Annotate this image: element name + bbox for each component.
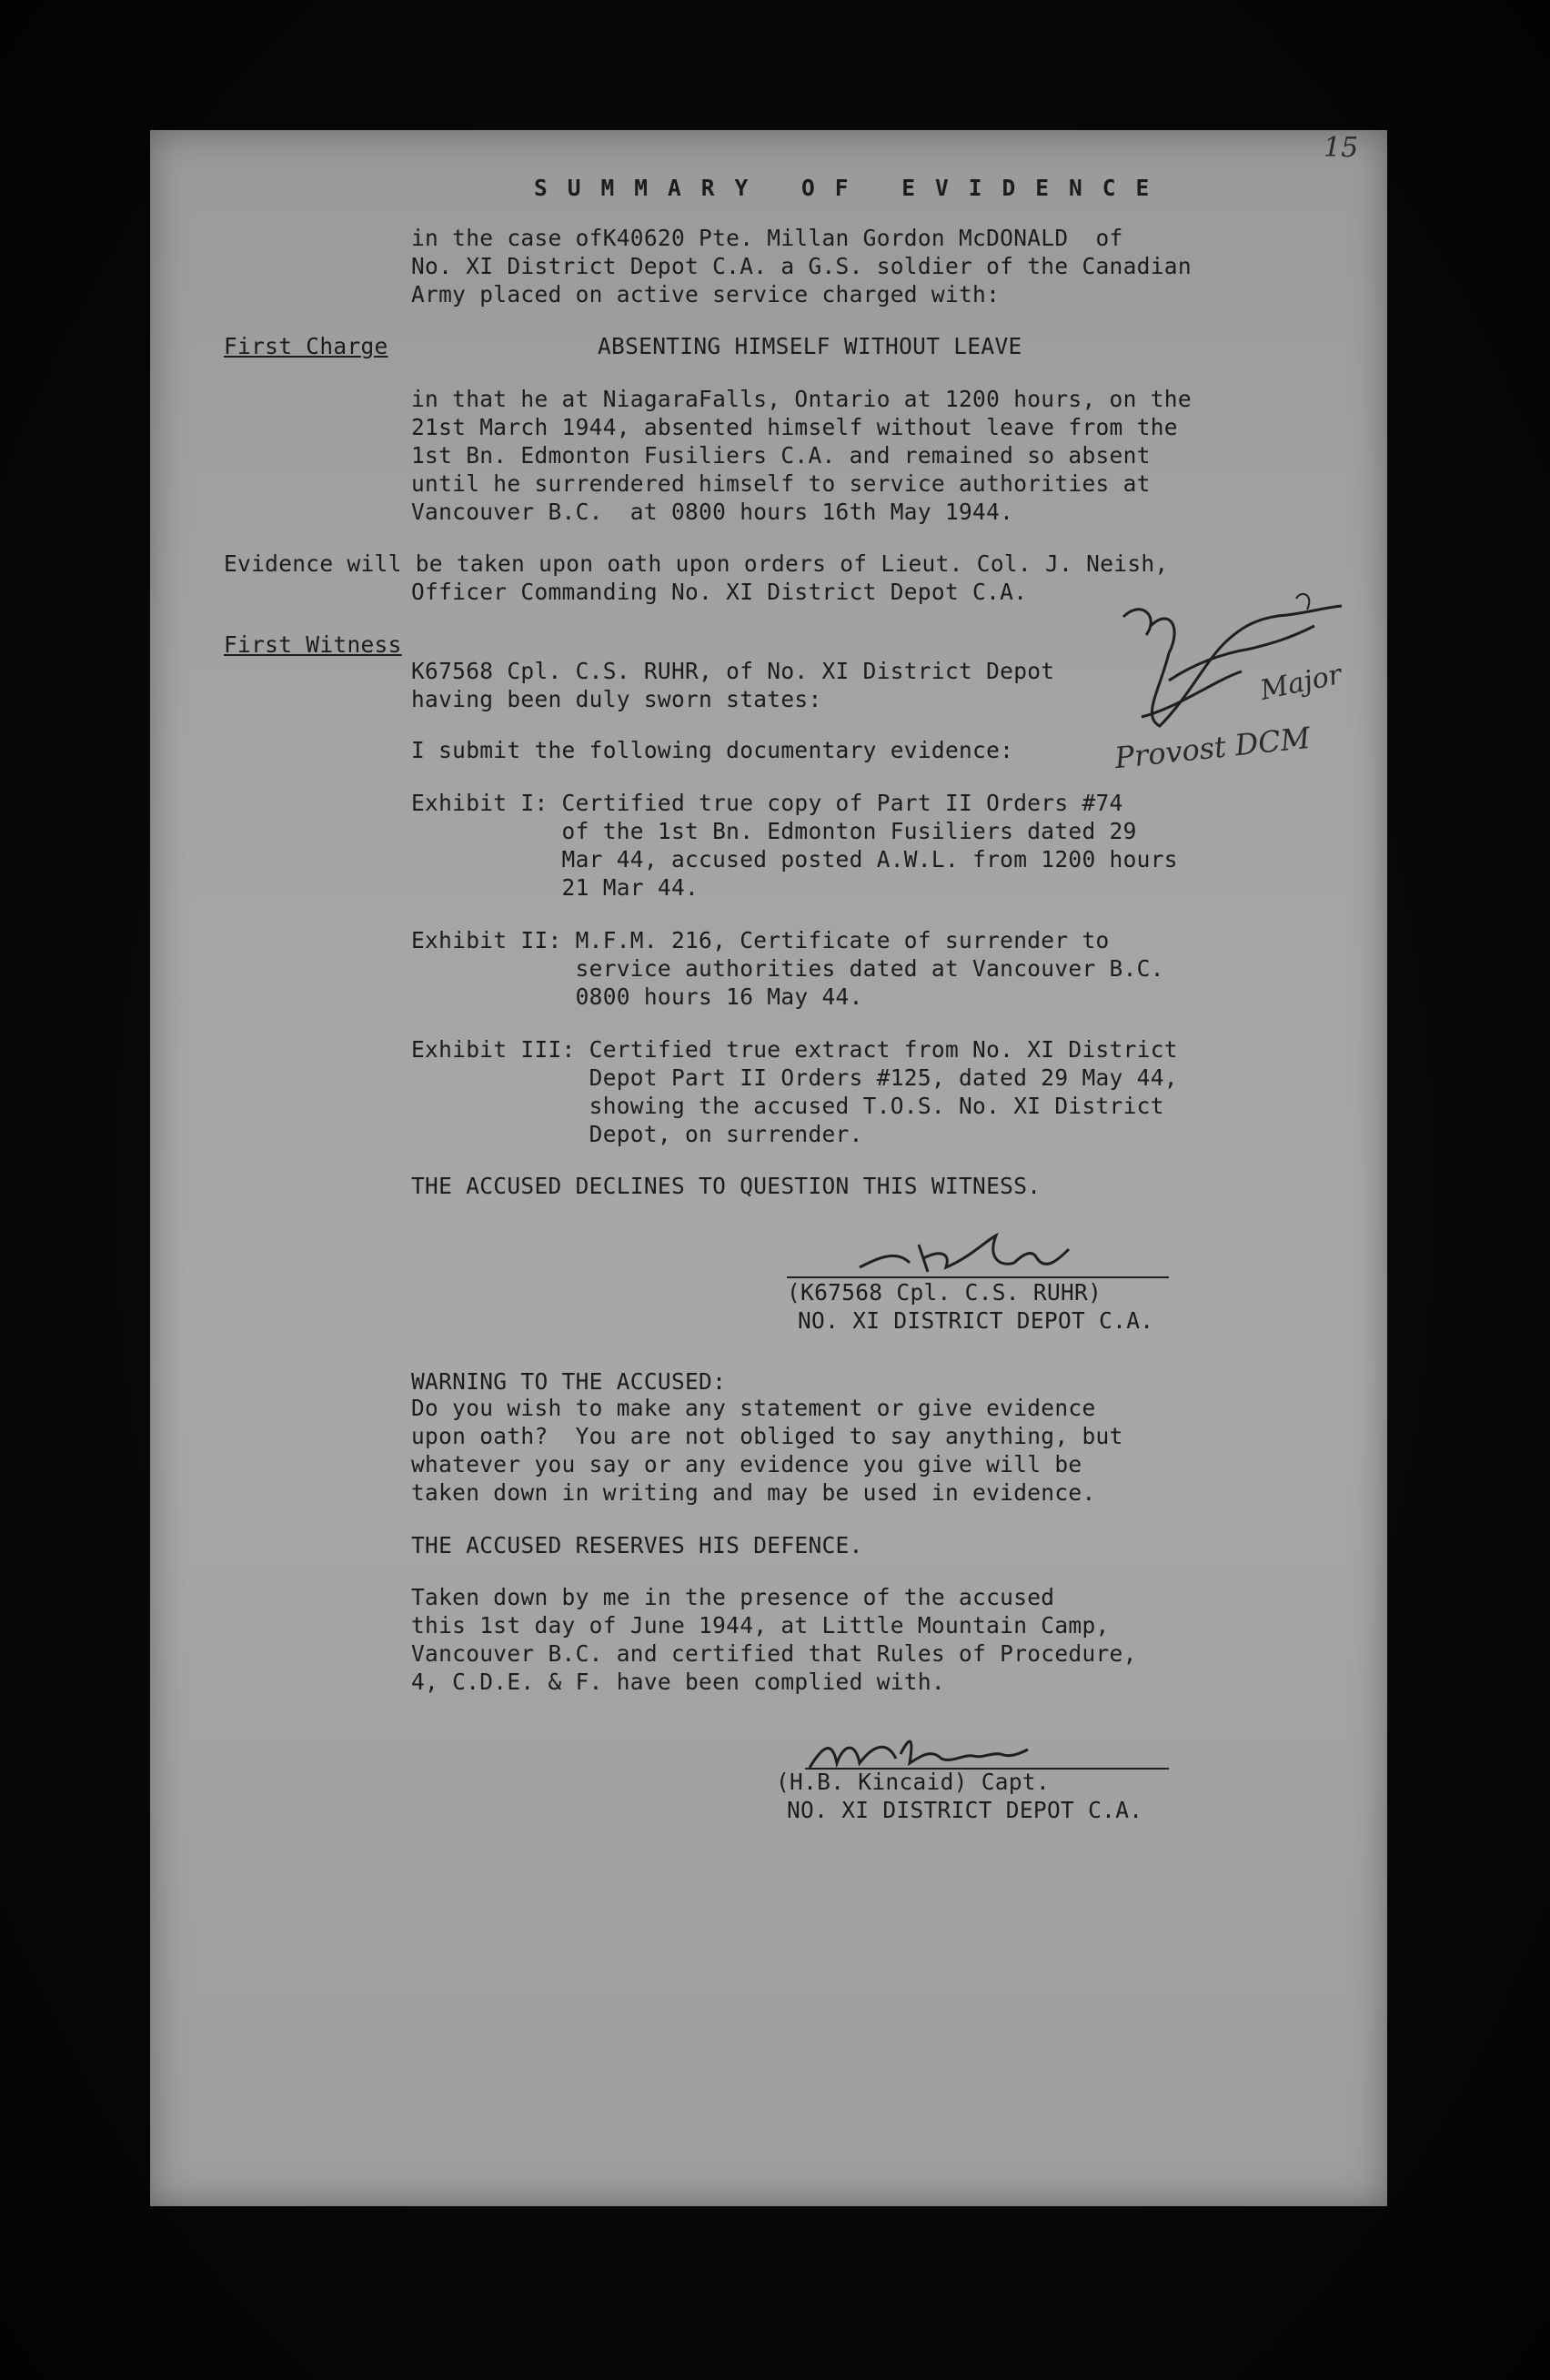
warning-title: WARNING TO THE ACCUSED: — [411, 1368, 727, 1395]
orders-line: Evidence will be taken upon oath upon orders of Lieut. Col. J. Neish, — [224, 550, 1169, 577]
orders-line: Officer Commanding No. XI District Depot C.A. — [411, 579, 1028, 605]
warning-line: Do you wish to make any statement or give evidence — [411, 1395, 1096, 1421]
taken-down-line: Taken down by me in the presence of the accused — [411, 1584, 1055, 1610]
officer-signature-unit: NO. XI DISTRICT DEPOT C.A. — [787, 1797, 1143, 1823]
taken-down-line: 4, C.D.E. & F. have been complied with. — [411, 1669, 945, 1695]
intro-line: in the case ofK40620 Pte. Millan Gordon McDONALD of — [411, 225, 1123, 251]
exhibit-line: Exhibit I: Certified true copy of Part II Orders #74 — [411, 790, 1123, 816]
exhibit-line: of the 1st Bn. Edmonton Fusiliers dated 29 — [411, 818, 1137, 844]
document-page — [150, 130, 1387, 2206]
charge-label: First Charge — [224, 333, 388, 359]
exhibit-line: Depot Part II Orders #125, dated 29 May 44, — [411, 1064, 1178, 1091]
charge-line: 1st Bn. Edmonton Fusiliers C.A. and remained so absent — [411, 442, 1151, 469]
page-number: 15 — [1324, 132, 1359, 164]
exhibit-line: service authorities dated at Vancouver B.C. — [411, 955, 1164, 982]
exhibit-line: Depot, on surrender. — [411, 1121, 863, 1147]
charge-line: Vancouver B.C. at 0800 hours 16th May 1944. — [411, 499, 1014, 525]
intro-line: No. XI District Depot C.A. a G.S. soldier of the Canadian — [411, 253, 1192, 279]
warning-line: whatever you say or any evidence you give will be — [411, 1451, 1082, 1477]
exhibit-line: 21 Mar 44. — [411, 874, 700, 901]
officer-signature-name: (H.B. Kincaid) Capt. — [776, 1769, 1051, 1795]
warning-line: taken down in writing and may be used in evidence. — [411, 1479, 1096, 1506]
charge-line: in that he at NiagaraFalls, Ontario at 1200 hours, on the — [411, 386, 1192, 412]
charge-line: 21st March 1944, absented himself without leave from the — [411, 414, 1178, 440]
submit-line: I submit the following documentary evidence: — [411, 737, 1014, 763]
exhibit-line: Mar 44, accused posted A.W.L. from 1200 hours — [411, 846, 1178, 872]
major-note: Major — [1257, 658, 1344, 708]
provost-note: Provost DCM — [1112, 720, 1313, 776]
exhibit-line: showing the accused T.O.S. No. XI District — [411, 1093, 1164, 1119]
reserves-statement: THE ACCUSED RESERVES HIS DEFENCE. — [411, 1532, 863, 1558]
exhibit-line: Exhibit III: Certified true extract from No. XI District — [411, 1036, 1178, 1063]
warning-line: upon oath? You are not obliged to say anything, but — [411, 1423, 1123, 1449]
witness-line: K67568 Cpl. C.S. RUHR, of No. XI District Depot — [411, 658, 1055, 684]
declines-statement: THE ACCUSED DECLINES TO QUESTION THIS WITNESS. — [411, 1173, 1042, 1199]
taken-down-line: this 1st day of June 1944, at Little Mountain Camp, — [411, 1612, 1110, 1639]
charge-title: ABSENTING HIMSELF WITHOUT LEAVE — [598, 333, 1022, 359]
witness-signature-name: (K67568 Cpl. C.S. RUHR) — [787, 1279, 1102, 1306]
witness-line: having been duly sworn states: — [411, 686, 822, 712]
intro-line: Army placed on active service charged with: — [411, 281, 1001, 308]
exhibit-line: Exhibit II: M.F.M. 216, Certificate of surrender to — [411, 927, 1110, 953]
witness-label: First Witness — [224, 631, 402, 658]
document-title: SUMMARY OF EVIDENCE — [534, 175, 1170, 201]
witness-signature-unit: NO. XI DISTRICT DEPOT C.A. — [798, 1307, 1154, 1334]
exhibit-line: 0800 hours 16 May 44. — [411, 983, 863, 1010]
taken-down-line: Vancouver B.C. and certified that Rules of Procedure, — [411, 1640, 1137, 1667]
charge-line: until he surrendered himself to service authorities at — [411, 470, 1151, 497]
